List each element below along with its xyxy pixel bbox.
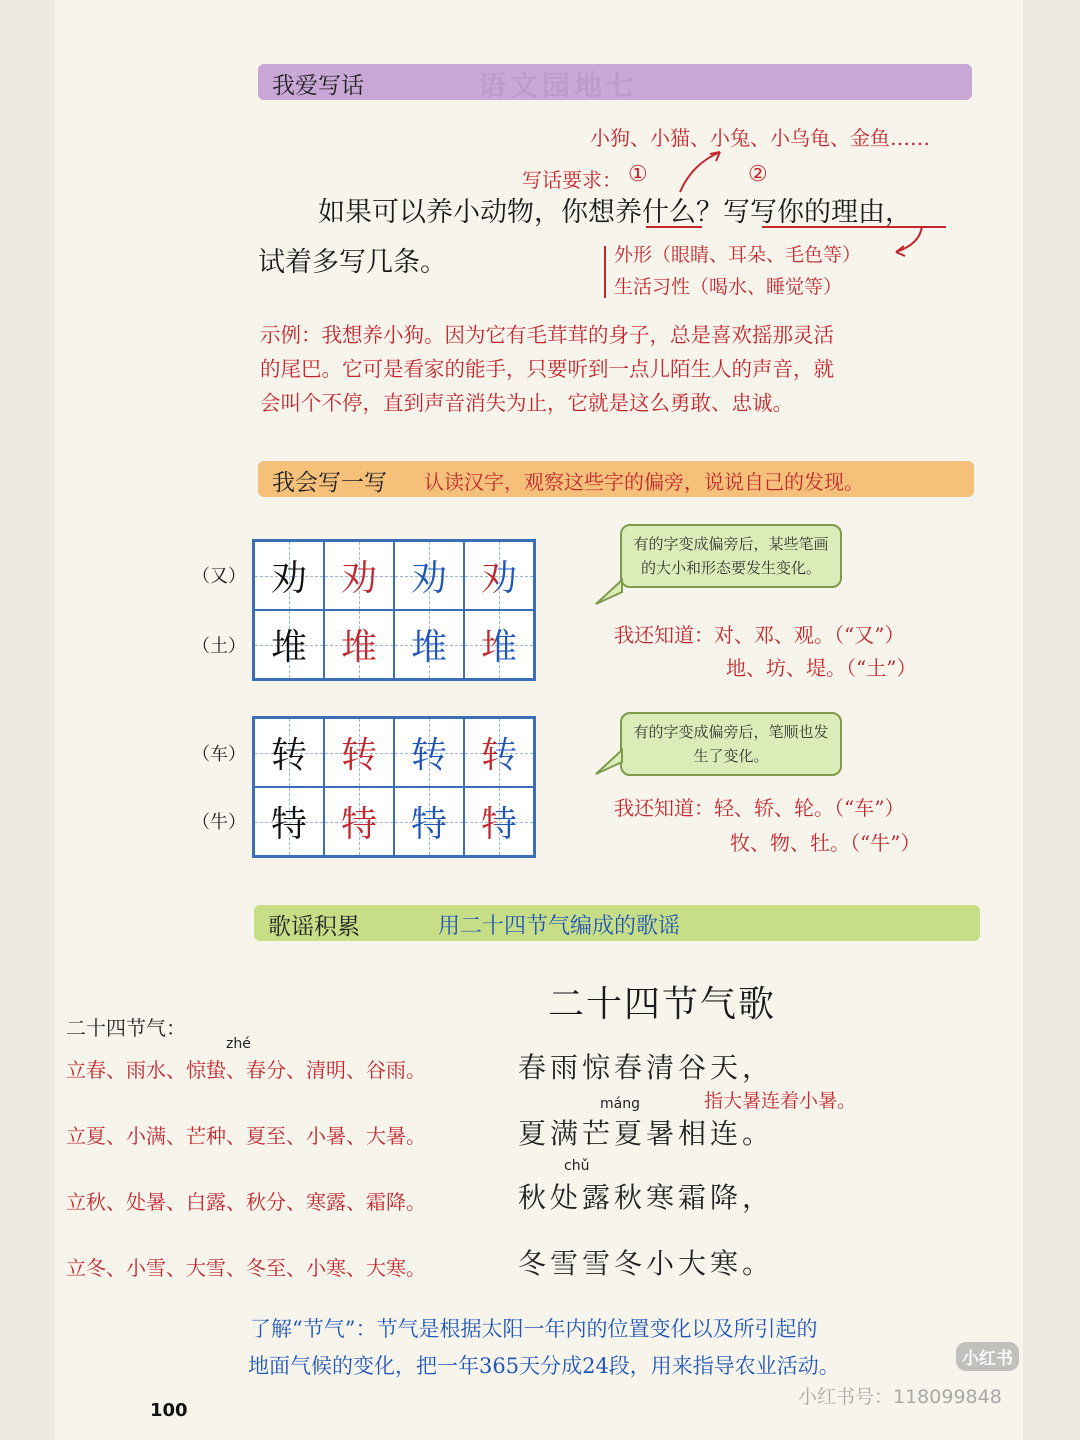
section-banner-songs bbox=[254, 905, 980, 941]
char-te-split: 特 bbox=[481, 796, 517, 847]
grid2-cell bbox=[254, 718, 324, 787]
char-dui-blue: 堆 bbox=[410, 627, 447, 668]
bubble-tail-1 bbox=[594, 578, 624, 608]
tip-bubble-1: 有的字变成偏旁后，某些笔画的大小和形态要发生变化。 bbox=[620, 524, 842, 588]
grid1-cell bbox=[254, 610, 324, 679]
section-banner-write bbox=[258, 461, 974, 497]
watermark-logo: 小红书 bbox=[956, 1342, 1019, 1371]
know1-line-1: 我还知道：对、邓、观。（“又”） bbox=[614, 623, 905, 647]
grid2-cell bbox=[394, 718, 464, 787]
char-te: 特 bbox=[270, 804, 307, 845]
grid1-cell bbox=[324, 610, 394, 679]
grid2-cell bbox=[254, 787, 324, 856]
char-dui-red: 堆 bbox=[340, 627, 377, 668]
note-habits: 生活习性（喝水、睡觉等） bbox=[614, 276, 843, 298]
explain-line-2: 地面气候的变化，把一年365天分成24段，用来指导农业活动。 bbox=[248, 1354, 840, 1378]
terms-label: 二十四节气： bbox=[66, 1016, 186, 1040]
char-zhuan-red: 转 bbox=[340, 735, 377, 776]
requirement-label: 写话要求： bbox=[522, 168, 622, 192]
terms-winter: 立冬、小雪、大雪、冬至、小寒、大寒。 bbox=[66, 1256, 426, 1280]
terms-autumn: 立秋、处暑、白露、秋分、寒露、霜降。 bbox=[66, 1190, 426, 1214]
char-quan-split: 劝 bbox=[481, 550, 517, 601]
terms-summer: 立夏、小满、芒种、夏至、小暑、大暑。 bbox=[66, 1124, 426, 1148]
song-line-4: 冬雪雪冬小大寒。 bbox=[518, 1247, 775, 1280]
song-line-1: 春雨惊春清谷天， bbox=[518, 1051, 775, 1084]
grid1-cell bbox=[464, 610, 534, 679]
marker-2: ② bbox=[748, 162, 768, 187]
prompt-line-1: 如果可以养小动物，你想养什么？写写你的理由， bbox=[318, 197, 912, 228]
song-line-2: 夏满芒夏暑相连。 bbox=[518, 1117, 775, 1150]
char-quan: 劝 bbox=[270, 558, 307, 599]
pinyin-zhe: zhé bbox=[226, 1036, 251, 1052]
animals-note: 小狗、小猫、小兔、小乌龟、金鱼…… bbox=[590, 126, 930, 150]
watermark-id: 小红书号：118099848 bbox=[798, 1386, 1002, 1408]
grid2-cell bbox=[464, 718, 534, 787]
section-title-write: 我会写一写 bbox=[272, 470, 387, 496]
grid2-cell bbox=[464, 787, 534, 856]
bubble-tail-2 bbox=[594, 748, 624, 778]
ghost-title: 语文园地七 bbox=[478, 69, 639, 102]
radical-you: （又） bbox=[192, 566, 246, 587]
section-instruction: 认读汉字，观察这些字的偏旁，说说自己的发现。 bbox=[424, 470, 864, 494]
know1-line-2: 地、坊、堤。（“土”） bbox=[726, 656, 917, 680]
char-dui: 堆 bbox=[270, 627, 307, 668]
grid1-cell bbox=[394, 610, 464, 679]
grid2-cell bbox=[394, 787, 464, 856]
section-banner-writing bbox=[258, 64, 972, 100]
radical-che: （车） bbox=[192, 744, 246, 765]
char-quan-blue: 劝 bbox=[410, 558, 447, 599]
example-line-3: 会叫个不停，直到声音消失为止，它就是这么勇敢、忠诚。 bbox=[260, 391, 793, 415]
char-te-blue: 特 bbox=[410, 804, 447, 845]
terms-spring: 立春、雨水、惊蛰、春分、清明、谷雨。 bbox=[66, 1058, 426, 1082]
char-zhuan: 转 bbox=[270, 735, 307, 776]
example-line-2: 的尾巴。它可是看家的能手，只要听到一点儿陌生人的声音，就 bbox=[260, 357, 834, 381]
character-grid-1 bbox=[252, 539, 536, 681]
grid1-cell bbox=[394, 541, 464, 610]
section-title-writing: 我爱写话 bbox=[272, 73, 364, 99]
pinyin-chu: chǔ bbox=[564, 1158, 590, 1174]
char-dui-split: 堆 bbox=[481, 619, 517, 670]
song-title: 二十四节气歌 bbox=[548, 984, 777, 1025]
char-te-red: 特 bbox=[340, 804, 377, 845]
page-number: 100 bbox=[150, 1400, 188, 1421]
char-zhuan-blue: 转 bbox=[410, 735, 447, 776]
character-grid-2 bbox=[252, 716, 536, 858]
prompt-line-2: 试着多写几条。 bbox=[258, 247, 447, 278]
example-line-1: 示例：我想养小狗。因为它有毛茸茸的身子，总是喜欢摇那灵活 bbox=[260, 323, 834, 347]
song-line-3: 秋处露秋寒霜降， bbox=[518, 1181, 775, 1214]
explain-line-1: 了解“节气”：节气是根据太阳一年内的位置变化以及所引起的 bbox=[250, 1317, 818, 1341]
note-appearance: 外形（眼睛、耳朵、毛色等） bbox=[614, 244, 862, 266]
know2-line-2: 牧、物、牡。（“牛”） bbox=[730, 831, 921, 855]
grid2-cell bbox=[324, 718, 394, 787]
section-title-songs: 歌谣积累 bbox=[268, 914, 360, 940]
prompt-underline-1 bbox=[646, 226, 702, 228]
note-brace bbox=[604, 246, 610, 298]
pinyin-mang: máng bbox=[600, 1096, 640, 1112]
grid1-cell bbox=[254, 541, 324, 610]
grid1-cell bbox=[464, 541, 534, 610]
radical-tu: （土） bbox=[192, 636, 246, 657]
char-zhuan-split: 转 bbox=[481, 727, 517, 778]
note-arrow-1 bbox=[672, 146, 732, 196]
radical-niu: （牛） bbox=[192, 812, 246, 833]
grid2-cell bbox=[324, 787, 394, 856]
section-subtitle-songs: 用二十四节气编成的歌谣 bbox=[438, 914, 681, 939]
know2-line-1: 我还知道：轻、轿、轮。（“车”） bbox=[614, 796, 905, 820]
char-quan-red: 劝 bbox=[340, 558, 377, 599]
marker-1: ① bbox=[628, 162, 648, 187]
tip-bubble-2: 有的字变成偏旁后，笔顺也发生了变化。 bbox=[620, 712, 842, 776]
note-arrow-2 bbox=[890, 222, 930, 262]
song-note: 指大暑连着小暑。 bbox=[704, 1090, 857, 1112]
grid1-cell bbox=[324, 541, 394, 610]
